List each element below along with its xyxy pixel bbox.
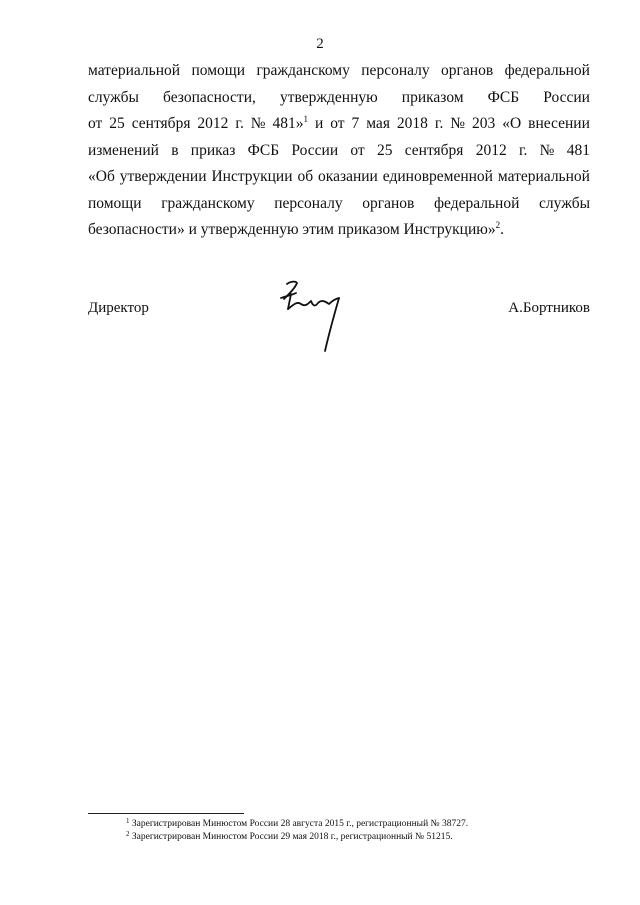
footnote-ref: 2 [495, 220, 501, 230]
page-number: 2 [316, 36, 324, 52]
handwritten-signature [275, 277, 365, 357]
footnotes [126, 818, 468, 844]
signer-name: А.Бортников [508, 300, 590, 316]
footnote-divider [88, 813, 244, 814]
footnote: $^2$ Зарегистрирован Минюстом России 29 мая 2018 г., регистрационный № 51215. [126, 830, 453, 842]
footnote: $^1$ Зарегистрирован Минюстом России 28 августа 2015 г., регистрационный № 38727. [126, 817, 469, 829]
text-line: безопасности» и утвержденную этим приказом Инструкцию»$^2$. [88, 220, 504, 238]
text-line: от 25 сентября 2012 г. № 481»$^1$ и от 7 мая 2018 г. № 203 «О внесении [88, 114, 590, 132]
text-line: службы безопасности, утвержденную приказом ФСБ России [88, 88, 590, 106]
body-paragraph [88, 58, 590, 244]
position-title: Директор [88, 300, 149, 316]
text-line: материальной помощи гражданскому персоналу органов федеральной [88, 62, 590, 79]
text-line: помощи гражданскому персоналу органов федеральной службы [88, 194, 590, 212]
footnote-ref: 1 [303, 114, 309, 124]
text-line: изменений в приказ ФСБ России от 25 сентября 2012 г. № 481 [88, 141, 590, 159]
text-line: «Об утверждении Инструкции об оказании единовременной материальной [88, 168, 590, 185]
